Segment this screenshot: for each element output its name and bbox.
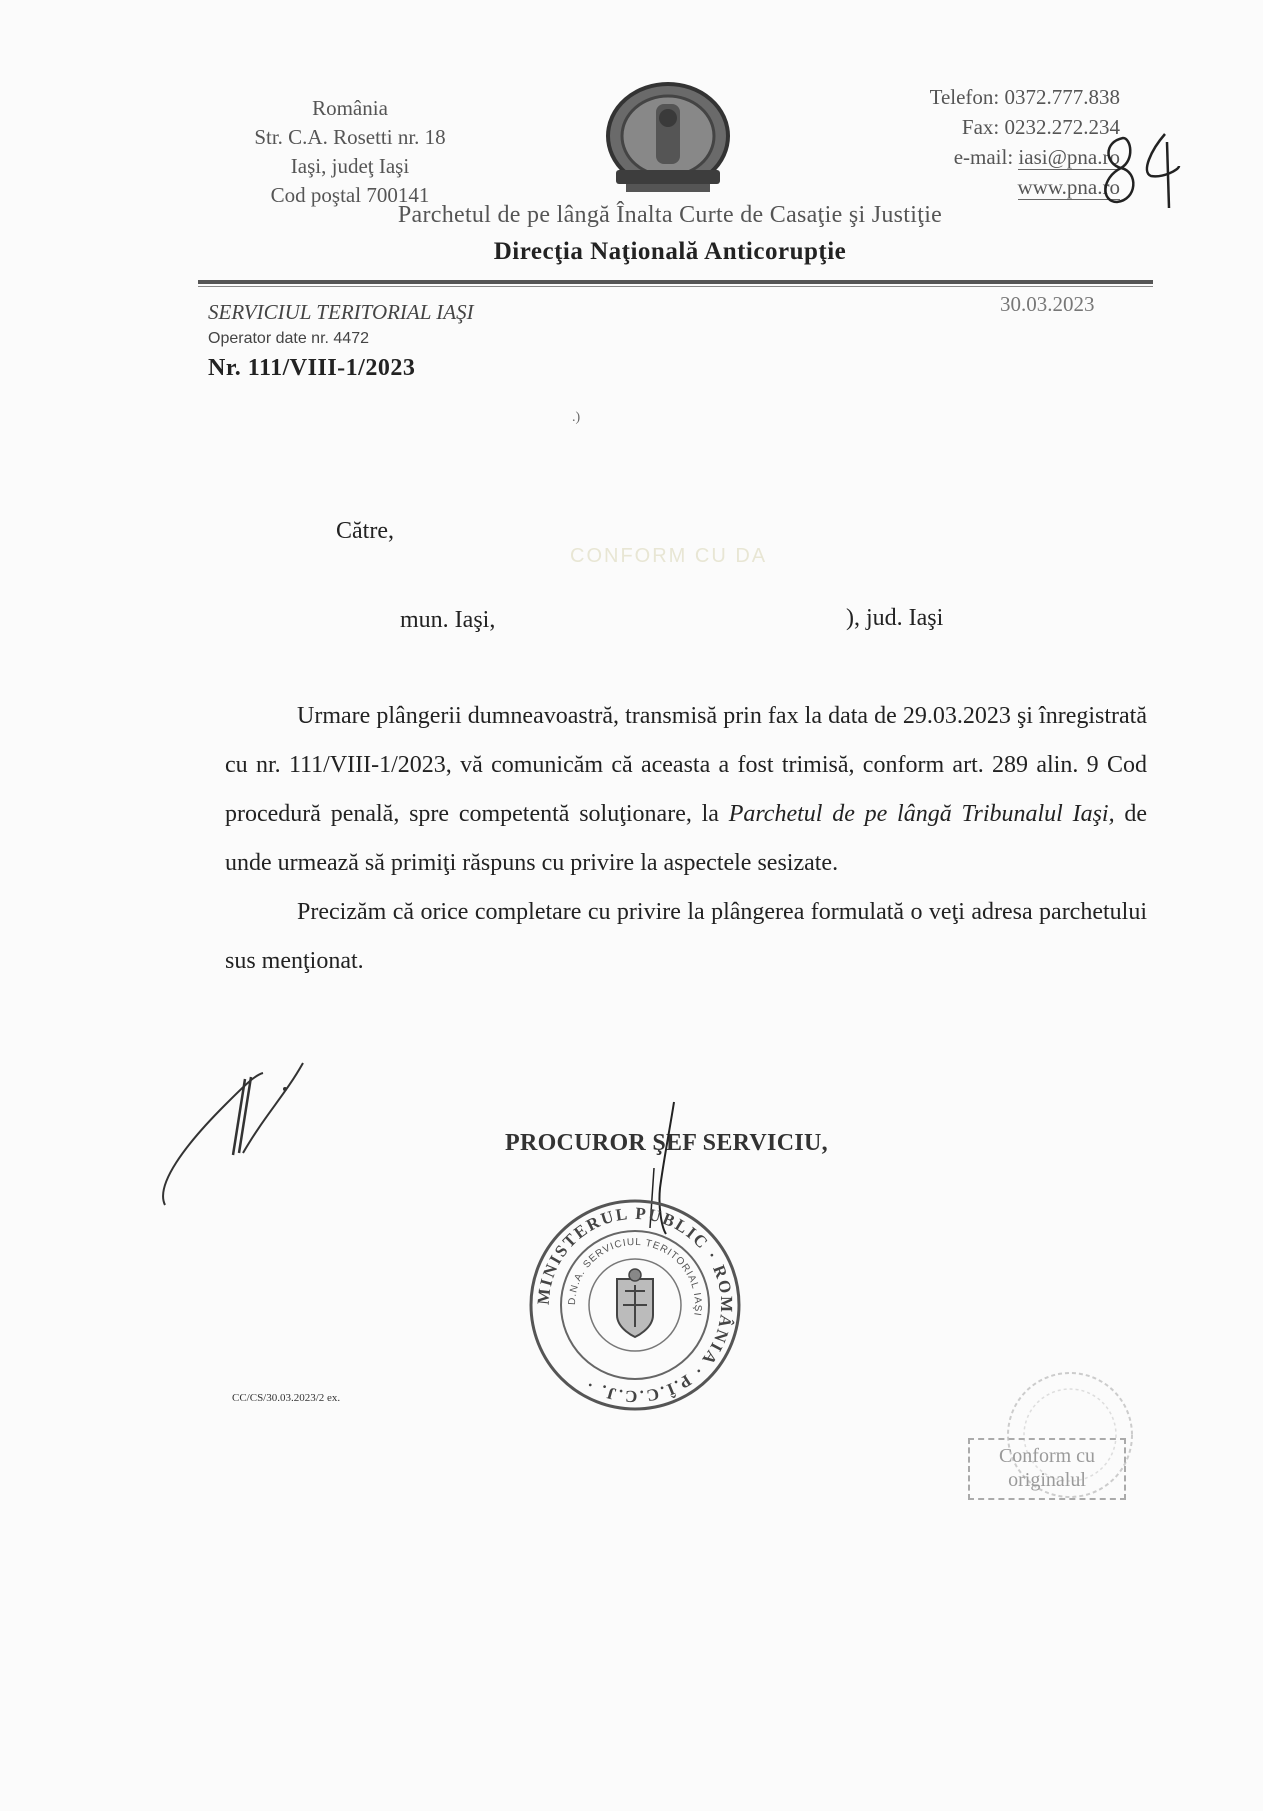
- official-round-seal: [525, 1195, 745, 1415]
- signatory-title: PROCUROR ŞEF SERVICIU,: [505, 1130, 828, 1156]
- seal-inner-text: D.N.A. SERVICIUL TERITORIAL IAŞI: [566, 1236, 704, 1318]
- prosecutor-office-name: Parchetul de pe lângă Tribunalul Iaşi,: [728, 801, 1115, 827]
- email-label: e-mail:: [953, 145, 1019, 169]
- document-footer-code: CC/CS/30.03.2023/2 ex.: [232, 1392, 341, 1404]
- stray-mark: .): [572, 410, 581, 425]
- body-paragraph-1: Urmare plângerii dumneavoastră, transmisă prin fax la data de 29.03.2023 şi înregistrată cu nr. 111/VIII-1/2023, vă comunicăm că aceasta a fost trimisă, conform art. 289 alin. 9 Cod procedură penală, spre competentă soluţionare, la Parchetul de pe lângă Tribunalul Iaşi, de unde urmează să primiţi răspuns cu privire la aspectele sesizate.: [225, 703, 1148, 876]
- coat-of-arms-icon: [617, 1269, 653, 1337]
- email-line: [820, 142, 1120, 172]
- institution-title: Parchetul de pe lângă Înalta Curte de Casaţie şi Justiţie: [397, 202, 943, 228]
- seal-outer-text: MINISTERUL PUBLIC · ROMÂNIA · P.Î.C.C.J. ·: [533, 1203, 737, 1407]
- service-name: SERVICIUL TERITORIAL IAŞI: [208, 300, 474, 324]
- operator-number: Operator date nr. 4472: [208, 330, 369, 347]
- sender-contact: [820, 82, 1120, 202]
- phone-line: Telefon: 0372.777.838: [929, 85, 1120, 109]
- conform-stamp-line-2: originalul: [1008, 1469, 1086, 1491]
- email-link[interactable]: iasi@pna.ro: [1018, 145, 1120, 169]
- address-city: Iaşi, judeţ Iaşi: [290, 154, 410, 178]
- fax-line: Fax: 0232.272.234: [961, 115, 1120, 139]
- conform-cu-originalul-stamp: [968, 1438, 1126, 1500]
- header-divider-thin: [198, 286, 1153, 287]
- document-date: 30.03.2023: [1000, 292, 1095, 316]
- salutation: Către,: [336, 518, 394, 544]
- address-country: România: [312, 96, 388, 120]
- website-link[interactable]: www.pna.ro: [1017, 175, 1120, 199]
- recipient-county: ), jud. Iaşi: [846, 605, 944, 631]
- address-street: Str. C.A. Rosetti nr. 18: [254, 125, 446, 149]
- website-line: [820, 172, 1120, 202]
- registration-number: Nr. 111/VIII-1/2023: [208, 355, 416, 381]
- recipient-locality: mun. Iaşi,: [400, 607, 496, 633]
- conform-stamp-line-1: Conform cu: [998, 1445, 1096, 1467]
- sender-address: [240, 94, 460, 210]
- body-paragraph-2: Precizăm că orice completare cu privire la plângerea formulată o veţi adresa parchetului sus menţionat.: [225, 899, 1147, 974]
- dna-emblem-logo: [598, 78, 738, 196]
- department-title: Direcţia Naţională Anticorupţie: [493, 238, 847, 265]
- handwritten-page-number: [1095, 130, 1185, 210]
- faint-stamp-text: CONFORM CU DA: [570, 545, 768, 567]
- address-postal-code: Cod poştal 700141: [270, 183, 430, 207]
- header-divider: [198, 280, 1153, 284]
- handwritten-initials: [155, 1055, 325, 1215]
- letter-body: [225, 692, 1147, 986]
